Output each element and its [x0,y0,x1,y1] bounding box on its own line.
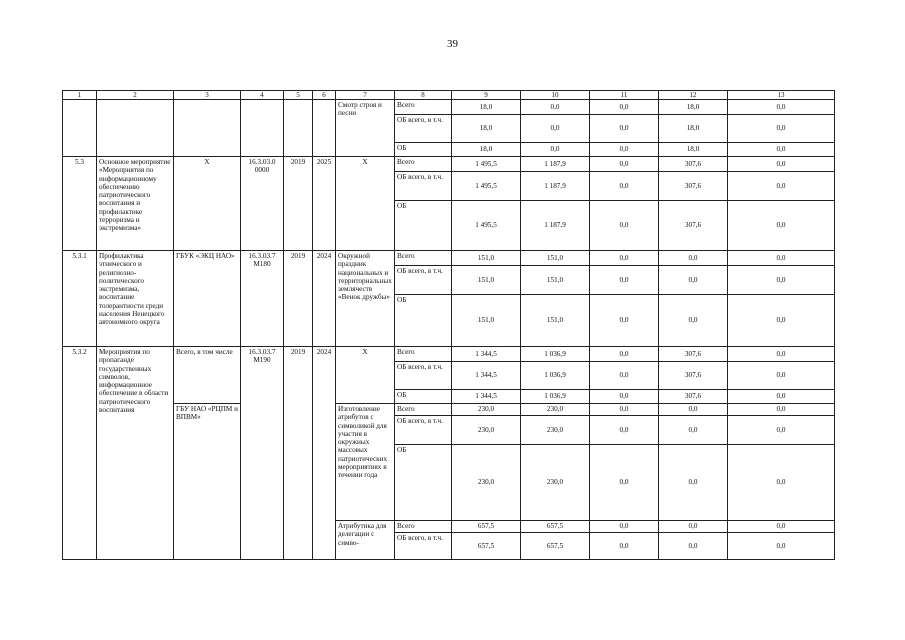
value-cell: 0,0 [590,115,659,143]
activity-name: Профилактика этнического и религиозно-политического экстремизма, воспитание толерантности среди населения Ненецкого автономного округа [97,251,174,347]
header-cell: 7 [336,91,395,100]
value-cell: 307,6 [659,201,728,251]
value-cell: 1 036,9 [521,390,590,404]
activity-name: Основное мероприятие «Мероприятия по информационному обеспечению патриотического воспитания и профилактике терроризма и экстремизма» [97,157,174,251]
value-cell: 0,0 [728,533,835,560]
event-name: Изготовление атрибутов с символикой для участия в окружных массовых патриотических мероприятиях в течении года [336,404,395,521]
value-cell: 1 344,5 [452,347,521,362]
value-cell: 0,0 [590,201,659,251]
value-cell: 1 344,5 [452,362,521,390]
cell [241,404,284,560]
value-cell: 0,0 [590,362,659,390]
value-cell: 0,0 [728,143,835,157]
start-year: 2019 [284,157,313,251]
event-name: Смотр строя и песни [336,100,395,157]
value-cell: 0,0 [590,266,659,295]
value-cell: 151,0 [521,251,590,266]
value-cell: 230,0 [452,445,521,521]
value-cell: 307,6 [659,157,728,172]
value-cell: 151,0 [452,251,521,266]
value-cell: 307,6 [659,172,728,201]
header-cell: 10 [521,91,590,100]
value-cell: 18,0 [659,100,728,115]
value-cell: 0,0 [659,445,728,521]
value-cell: 151,0 [452,266,521,295]
finance-type: Всего [395,100,452,115]
value-cell: 0,0 [590,100,659,115]
finance-type: ОБ всего, в т.ч. [395,362,452,390]
table-row [63,347,835,362]
finance-type: ОБ [395,390,452,404]
value-cell: 230,0 [452,416,521,445]
executor: ГБУ НАО «РЦПМ и ВПВМ» [174,404,241,560]
header-row [63,91,835,100]
value-cell: 1 036,9 [521,347,590,362]
value-cell: 18,0 [452,115,521,143]
value-cell: 18,0 [452,100,521,115]
finance-type: ОБ [395,445,452,521]
value-cell: 307,6 [659,362,728,390]
value-cell: 0,0 [659,533,728,560]
activity-name: Мероприятия по пропаганде государственных символов, информационное обеспечение в области патриотического воспитания [97,347,174,560]
value-cell: 1 495,5 [452,201,521,251]
value-cell: 0,0 [590,157,659,172]
value-cell: 0,0 [590,295,659,347]
budget-table [62,90,835,560]
value-cell: 0,0 [728,157,835,172]
value-cell: 0,0 [659,404,728,416]
executor: ГБУК «ЭКЦ НАО» [174,251,241,347]
value-cell: 307,6 [659,390,728,404]
event-name: Окружной праздник национальных и территориальных землячеств «Венок дружбы» [336,251,395,347]
cell [313,100,336,157]
value-cell: 0,0 [728,390,835,404]
budget-code: 16.3.03.0 0000 [241,157,284,251]
row-number: 5.3 [63,157,97,251]
cell [313,404,336,560]
value-cell: 230,0 [521,404,590,416]
value-cell: 0,0 [728,115,835,143]
end-year: 2025 [313,157,336,251]
finance-type: Всего [395,521,452,533]
header-cell: 11 [590,91,659,100]
value-cell: 0,0 [590,521,659,533]
end-year: 2024 [313,347,336,404]
value-cell: 1 495,5 [452,172,521,201]
value-cell: 0,0 [521,115,590,143]
value-cell: 1 036,9 [521,362,590,390]
value-cell: 0,0 [659,266,728,295]
value-cell: 0,0 [521,100,590,115]
table-row [63,251,835,266]
header-cell: 3 [174,91,241,100]
value-cell: 0,0 [728,362,835,390]
finance-type: Всего [395,157,452,172]
value-cell: 0,0 [728,347,835,362]
header-cell: 2 [97,91,174,100]
finance-type: Всего [395,251,452,266]
value-cell: 0,0 [521,143,590,157]
finance-type: ОБ всего, в т.ч. [395,416,452,445]
event-name: Атрибутика для делегации с симво- [336,521,395,560]
value-cell: 0,0 [659,521,728,533]
value-cell: 1 187,9 [521,172,590,201]
value-cell: 0,0 [728,100,835,115]
value-cell: 0,0 [659,295,728,347]
value-cell: 0,0 [590,172,659,201]
value-cell: 18,0 [659,115,728,143]
header-cell: 1 [63,91,97,100]
finance-type: ОБ всего, в т.ч. [395,115,452,143]
header-cell: 13 [728,91,835,100]
finance-type: ОБ [395,143,452,157]
header-cell: 5 [284,91,313,100]
value-cell: 230,0 [452,404,521,416]
value-cell: 230,0 [521,445,590,521]
start-year: 2019 [284,347,313,404]
finance-type: ОБ всего, в т.ч. [395,533,452,560]
value-cell: 0,0 [728,251,835,266]
header-cell: 4 [241,91,284,100]
value-cell: 0,0 [728,416,835,445]
value-cell: 0,0 [590,445,659,521]
value-cell: 230,0 [521,416,590,445]
value-cell: 0,0 [590,404,659,416]
cell [241,100,284,157]
finance-type: ОБ [395,201,452,251]
value-cell: 0,0 [659,251,728,266]
value-cell: 0,0 [728,266,835,295]
executor-total: Всего, в том числе [174,347,241,404]
value-cell: 151,0 [521,295,590,347]
value-cell: 0,0 [728,445,835,521]
header-cell: 12 [659,91,728,100]
end-year: 2024 [313,251,336,347]
value-cell: 0,0 [728,201,835,251]
value-cell: 151,0 [452,295,521,347]
table-row [63,157,835,172]
budget-code: 16.3.03.7 М180 [241,251,284,347]
value-cell: 0,0 [590,251,659,266]
finance-type: Всего [395,404,452,416]
header-cell: 8 [395,91,452,100]
value-cell: 0,0 [728,295,835,347]
row-number: 5.3.2 [63,347,97,560]
start-year: 2019 [284,251,313,347]
value-cell: 1 344,5 [452,390,521,404]
value-cell: 657,5 [521,533,590,560]
value-cell: 0,0 [590,390,659,404]
budget-code: 16.3.03.7 М190 [241,347,284,404]
cell [97,100,174,157]
finance-type: ОБ [395,295,452,347]
value-cell: 151,0 [521,266,590,295]
cell [284,100,313,157]
page-number: 39 [447,38,458,50]
row-number: 5.3.1 [63,251,97,347]
value-cell: 18,0 [452,143,521,157]
table-row [63,404,835,416]
value-cell: 657,5 [452,533,521,560]
finance-type: ОБ всего, в т.ч. [395,172,452,201]
value-cell: 0,0 [590,143,659,157]
event-name: X [336,347,395,404]
value-cell: 0,0 [590,416,659,445]
executor: X [174,157,241,251]
cell [63,100,97,157]
value-cell: 0,0 [590,347,659,362]
value-cell: 18,0 [659,143,728,157]
table-row [63,100,835,115]
value-cell: 0,0 [590,533,659,560]
value-cell: 657,5 [521,521,590,533]
cell [174,100,241,157]
event-name: X [336,157,395,251]
header-cell: 6 [313,91,336,100]
value-cell: 657,5 [452,521,521,533]
value-cell: 307,6 [659,347,728,362]
header-cell: 9 [452,91,521,100]
finance-type: ОБ всего, в т.ч. [395,266,452,295]
finance-type: Всего [395,347,452,362]
value-cell: 0,0 [728,521,835,533]
value-cell: 0,0 [659,416,728,445]
value-cell: 0,0 [728,404,835,416]
value-cell: 1 187,9 [521,201,590,251]
value-cell: 1 495,5 [452,157,521,172]
value-cell: 1 187,9 [521,157,590,172]
value-cell: 0,0 [728,172,835,201]
cell [284,404,313,560]
